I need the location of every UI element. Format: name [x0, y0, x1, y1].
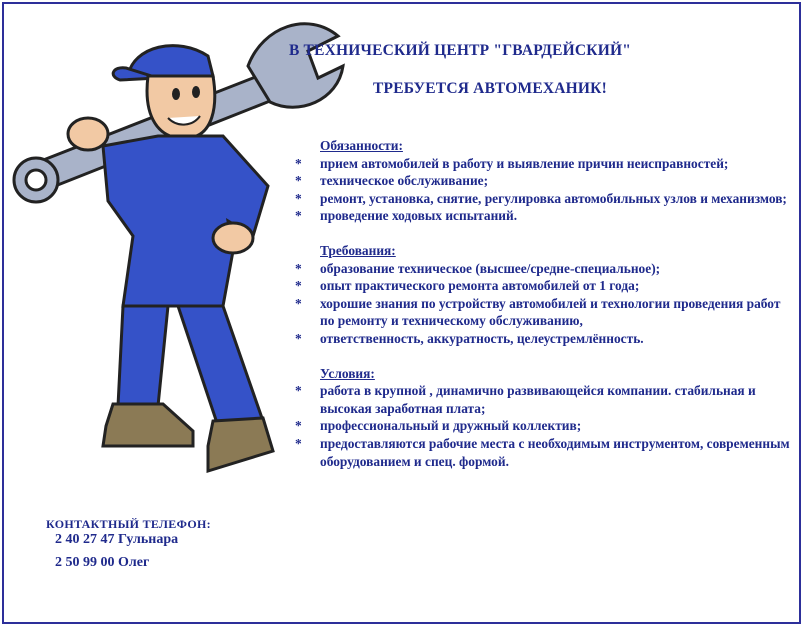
bullet: * [295, 260, 302, 276]
bullet: * [295, 435, 302, 451]
list-item-text: образование техническое (высшее/средне-специальное); [320, 260, 661, 276]
duties-section [293, 137, 798, 225]
bullet: * [295, 295, 302, 311]
list-item [293, 330, 798, 348]
bullet: * [295, 278, 302, 294]
bullet: * [295, 190, 302, 206]
list-item [293, 207, 798, 225]
list-item [293, 295, 798, 330]
bullet: * [295, 173, 302, 189]
bullet: * [295, 155, 302, 171]
list-item [293, 155, 798, 173]
list-item-text: хорошие знания по устройству автомобилей и технологии проведения работ по ремонту и техническому обслуживанию, [320, 295, 781, 329]
list-item-text: опыт практического ремонта автомобилей от 1 года; [320, 278, 640, 294]
conditions-heading: Условия: [320, 365, 375, 381]
list-item-text: проведение ходовых испытаний. [320, 208, 518, 224]
contact-phone: 2 40 27 47 Гульнара [55, 532, 179, 547]
contact-label: КОНТАКТНЫЙ ТЕЛЕФОН: [46, 517, 211, 531]
list-item-text: прием автомобилей в работу и выявление причин неисправностей; [320, 155, 729, 171]
requirements-heading: Требования: [320, 242, 396, 258]
list-item [293, 260, 798, 278]
list-item-text: предоставляются рабочие места с необходимым инструментом, современным оборудованием и спец. формой. [320, 435, 790, 469]
header-line-2: ТРЕБУЕТСЯ АВТОМЕХАНИК! [373, 80, 607, 97]
list-item-text: ответственность, аккуратность, целеустремлённость. [320, 330, 644, 346]
list-item-text: ремонт, установка, снятие, регулировка автомобильных узлов и механизмов; [320, 190, 787, 206]
bullet: * [295, 418, 302, 434]
list-item-text: работа в крупной , динамично развивающейся компании. стабильная и высокая заработная плата; [320, 383, 756, 416]
bullet: * [295, 208, 302, 224]
contact-phone: 2 50 99 00 Олег [55, 555, 150, 570]
job-details [293, 137, 798, 487]
duties-heading: Обязанности: [320, 138, 403, 153]
bullet: * [295, 383, 302, 399]
requirements-section [293, 242, 798, 348]
list-item [293, 382, 798, 417]
bullet: * [295, 330, 302, 346]
list-item [293, 172, 798, 190]
conditions-section [293, 365, 798, 471]
list-item [293, 417, 798, 435]
list-item-text: техническое обслуживание; [320, 173, 489, 189]
list-item-text: профессиональный и дружный коллектив; [320, 418, 582, 434]
list-item [293, 190, 798, 208]
header-line-1: В ТЕХНИЧЕСКИЙ ЦЕНТР "ГВАРДЕЙСКИЙ" [288, 42, 632, 59]
list-item [293, 277, 798, 295]
list-item [293, 435, 798, 470]
